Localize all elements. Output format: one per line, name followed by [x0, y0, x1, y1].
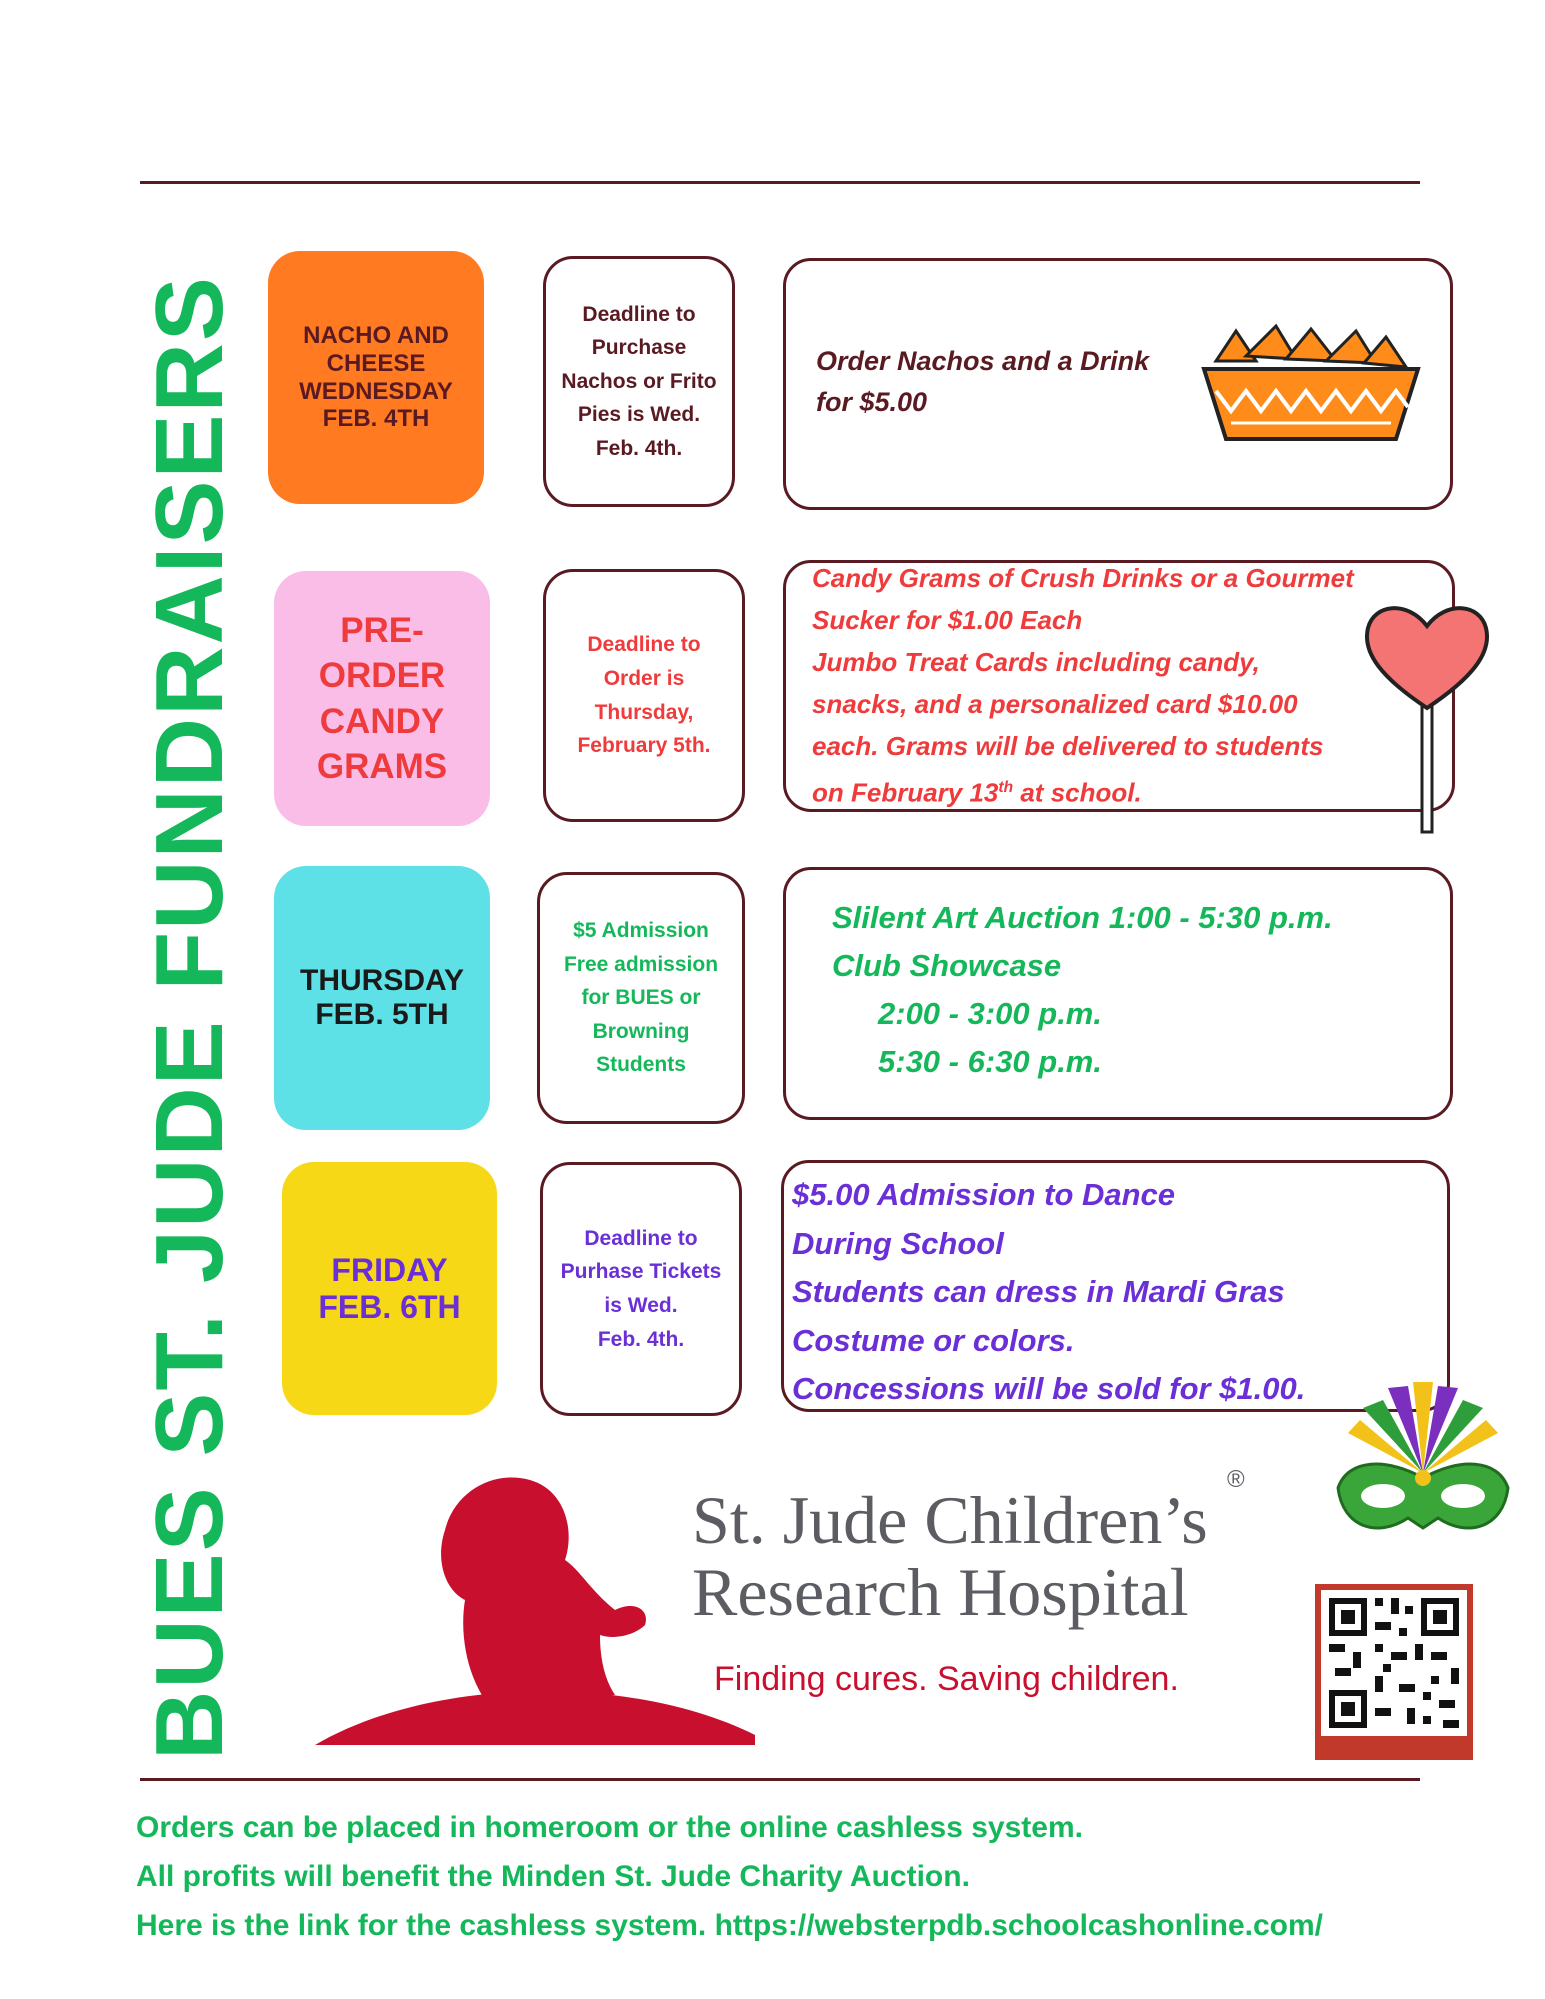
- mardi-gras-mask-icon: [1328, 1378, 1518, 1548]
- bottom-rule: [140, 1778, 1420, 1781]
- qr-code-icon: [1315, 1584, 1473, 1760]
- footer-line-3: Here is the link for the cashless system. https://websterpdb.schoolcashonline.com/: [136, 1909, 1323, 1942]
- details-friday: $5.00 Admission to Dance During School Students can dress in Mardi Gras Costume or colors. Concessions will be sold for $1.00.: [781, 1160, 1450, 1412]
- event-thursday: THURSDAY FEB. 5TH: [274, 866, 490, 1130]
- logo-tagline: Finding cures. Saving children.: [714, 1660, 1179, 1698]
- footer-line-2: All profits will benefit the Minden St. Jude Charity Auction.: [136, 1860, 970, 1893]
- side-title: BUES ST. JUDE FUNDRAISERS: [136, 275, 243, 1760]
- footer-line-1: Orders can be placed in homeroom or the online cashless system.: [136, 1811, 1083, 1844]
- nachos-icon: [1196, 321, 1426, 451]
- top-rule: [140, 181, 1420, 184]
- logo-name: St. Jude Children’s Research Hospital: [692, 1482, 1208, 1630]
- deadline-nacho: Deadline to Purchase Nachos or Frito Pies is Wed. Feb. 4th.: [543, 256, 735, 507]
- event-friday: FRIDAY FEB. 6TH: [282, 1162, 497, 1415]
- registered-mark: ®: [1227, 1466, 1245, 1493]
- deadline-candy-grams: Deadline to Order is Thursday, February 5th.: [543, 569, 745, 822]
- details-candy-grams: Candy Grams of Crush Drinks or a Gourmet Sucker for $1.00 Each Jumbo Treat Cards including candy, snacks, and a personalized card $10.00 each. Grams will be delivered to students on February 13th at school.: [783, 560, 1455, 812]
- details-nacho: Order Nachos and a Drink for $5.00: [783, 258, 1453, 510]
- details-thursday: Slilent Art Auction 1:00 - 5:30 p.m. Club Showcase 2:00 - 3:00 p.m. 5:30 - 6:30 p.m.: [783, 867, 1453, 1120]
- event-candy-grams: PRE- ORDER CANDY GRAMS: [274, 571, 490, 826]
- deadline-thursday: $5 Admission Free admission for BUES or Browning Students: [537, 872, 745, 1124]
- st-jude-child-logo: [315, 1460, 755, 1745]
- deadline-friday: Deadline to Purhase Tickets is Wed. Feb. 4th.: [540, 1162, 742, 1416]
- event-nacho: NACHO AND CHEESE WEDNESDAY FEB. 4TH: [268, 251, 484, 504]
- heart-lollipop-icon: [1362, 598, 1492, 834]
